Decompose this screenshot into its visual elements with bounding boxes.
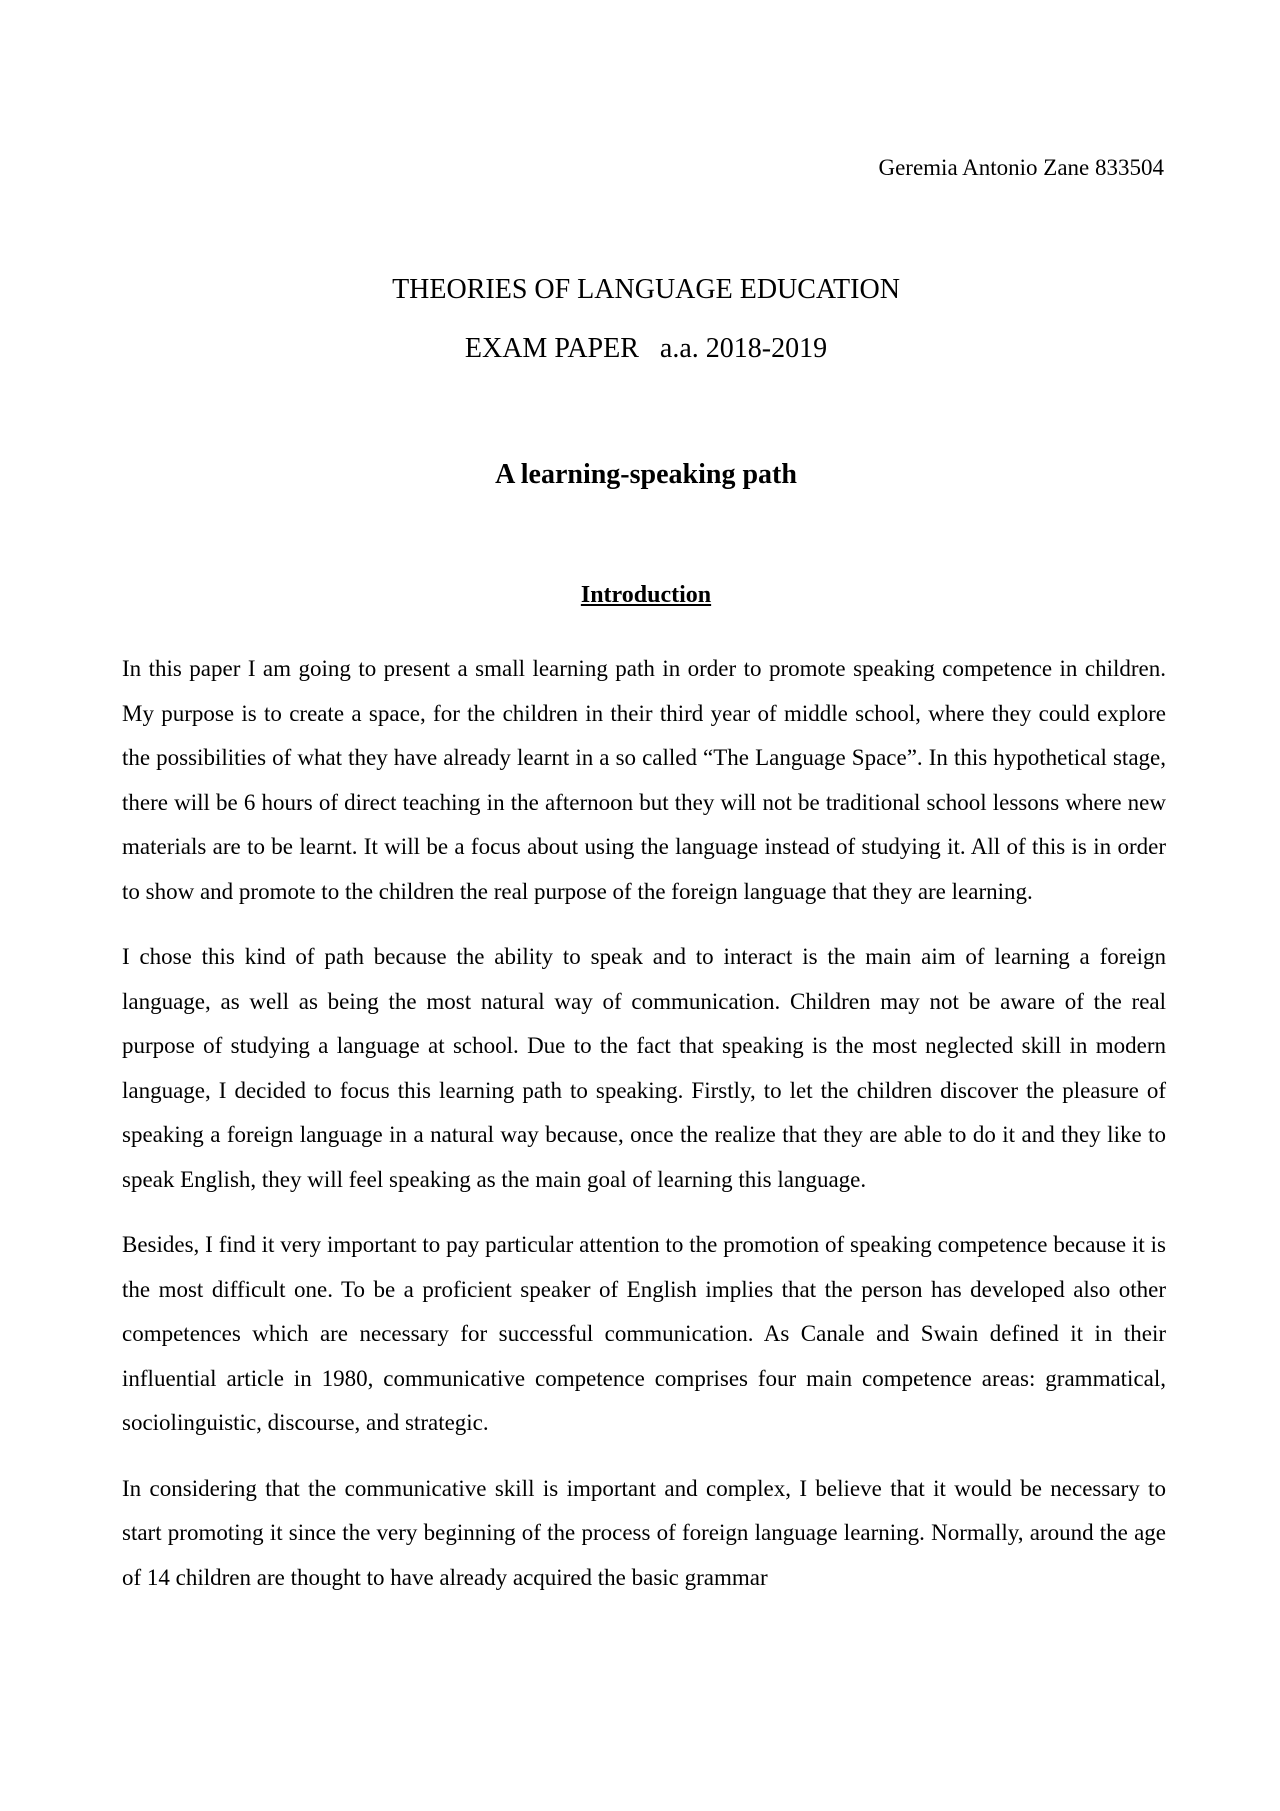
exam-info: EXAM PAPER a.a. 2018-2019 xyxy=(464,333,828,364)
author-line: Geremia Antonio Zane 833504 xyxy=(878,155,1164,180)
course-title: THEORIES OF LANGUAGE EDUCATION xyxy=(392,274,900,305)
paper-title: A learning-speaking path xyxy=(495,459,797,490)
paragraph-1: In this paper I am going to present a small learning path in order to promote speaking competence in children. My purpose is to create a space, for the children in their third year of middle school, where they could explore the possibilities of what they have already learnt in a so called “The Language Space”. In this hypothetical stage, there will be 6 hours of direct teaching in the afternoon but they will not be traditional school lessons where new materials are to be learnt. It will be a focus about using the language instead of studying it. All of this is in order to show and promote to the children the real purpose of the foreign language that they are learning. xyxy=(122,656,1166,904)
body-text xyxy=(122,647,1166,1621)
paragraph-4: In considering that the communicative skill is important and complex, I believe that it would be necessary to start promoting it since the very beginning of the process of foreign language learning. Normally, around the age of 14 children are thought to have already acquired the basic grammar xyxy=(122,1475,1166,1590)
paragraph-3: Besides, I find it very important to pay particular attention to the promotion of speaking competence because it is the most difficult one. To be a proficient speaker of English implies that the person has developed also other competences which are necessary for successful communication. As Canale and Swain defined it in their influential article in 1980, communicative competence comprises four main competence areas: grammatical, sociolinguistic, discourse, and strategic. xyxy=(122,1232,1166,1435)
paragraph-2: I chose this kind of path because the ability to speak and to interact is the main aim of learning a foreign language, as well as being the most natural way of communication. Children may not be aware of the real purpose of studying a language at school. Due to the fact that speaking is the most neglected skill in modern language, I decided to focus this learning path to speaking. Firstly, to let the children discover the pleasure of speaking a foreign language in a natural way because, once the realize that they are able to do it and they like to speak English, they will feel speaking as the main goal of learning this language. xyxy=(122,944,1166,1192)
section-heading-introduction: Introduction xyxy=(580,582,712,608)
